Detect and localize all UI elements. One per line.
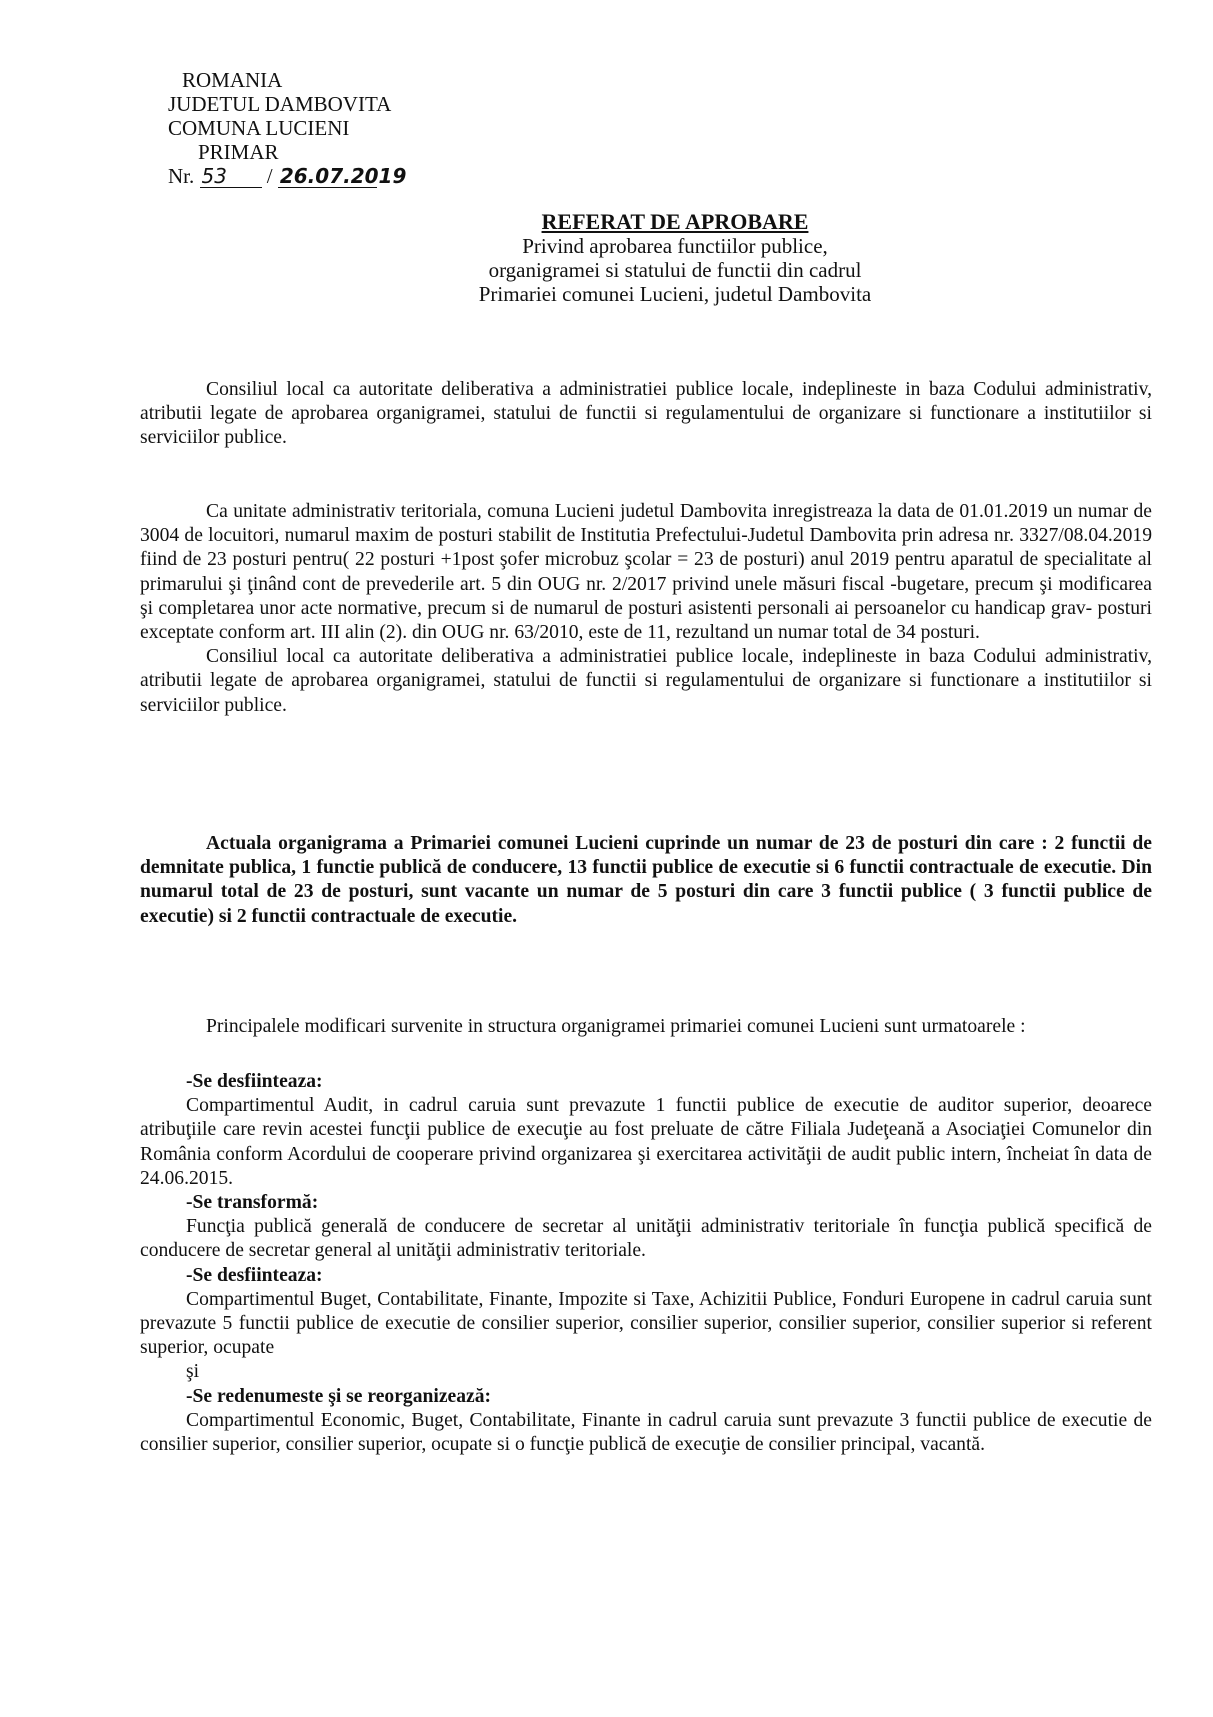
issuer-header [168,68,407,188]
nr-value-handwritten: 53 [200,165,262,188]
subtitle-line-2: organigramei si statului de functii din cadrul [488,258,862,282]
change-heading-4: -Se redenumeste şi se reorganizează: [186,1385,492,1407]
nr-date-handwritten: 26.07.2019 [279,164,407,188]
header-county: JUDETUL DAMBOVITA [168,92,392,116]
change-heading-3: -Se desfiinteaza: [186,1264,323,1286]
nr-separator: / [266,164,273,188]
change-heading-2: -Se transformă: [186,1192,319,1214]
subtitle-line-3: Primariei comunei Lucieni, judetul Dambovita [478,282,872,306]
change-text-3: Compartimentul Buget, Contabilitate, Finante, Impozite si Taxe, Achizitii Publice, Fonduri Europene in cadrul caruia sunt prevazute 5 functii publice de executie de consilier superior, consilier superior, consilier superior, consilier superior si referent superior, ocupate [140,1288,1152,1359]
header-office: PRIMAR [198,140,279,164]
paragraph-current-org-block [140,832,1152,929]
document-title: REFERAT DE APROBARE [541,209,809,234]
paragraph-2-block [140,500,1152,718]
subtitle-line-1: Privind aprobarea functiilor publice, [522,234,828,258]
paragraph-1-block [140,378,1152,451]
change-text-1: Compartimentul Audit, in cadrul caruia sunt prevazute 1 functii publice de executie de auditor superior, deoarece atribuţiile care revin acestei funcţii publice de execuţie au fost preluate de către Filiala Judeţeană a Asociaţiei Comunelor din România conform Acordului de cooperare privind organizarea şi exercitarea activităţii de audit public intern, încheiat în data de 24.06.2015. [140,1095,1152,1189]
document-title-block [400,210,950,306]
change-text-2: Funcţia publică generală de conducere de secretar al unităţii administrativ teritoriale în funcţia publică specifică de conducere de secretar general al unităţii administrativ teritoriale. [140,1216,1152,1262]
paragraph-changes-intro: Principalele modificari survenite in structura organigramei primariei comunei Lucieni sunt urmatoarele : [206,1016,1026,1037]
nr-label: Nr. [168,164,195,188]
paragraph-council-role-repeat: Consiliul local ca autoritate deliberativa a administratiei publice locale, indeplineste in baza Codului administrativ, atributii legate de aprobarea organigramei, statului de functii si regulamentului de organizare si functionare a institutiilor si serviciilor publice. [140,646,1152,716]
change-text-4: Compartimentul Economic, Buget, Contabilitate, Finante in cadrul caruia sunt prevazute 3 functii publice de executie de consilier superior, consilier superior, ocupate si o funcţie publică de execuţie de consilier principal, vacantă. [140,1409,1152,1456]
paragraph-current-organigram: Actuala organigrama a Primariei comunei Lucieni cuprinde un numar de 23 de posturi din care : 2 functii de demnitate publica, 1 functie publică de conducere, 13 functii publice de executie si 6 functii contractuale de executie. Din numarul total de 23 de posturi, sunt vacante un numar de 5 posturi din care 3 functii publice ( 3 functii publice de executie) si 2 functii contractuale de executie. [140,833,1152,927]
paragraph-council-role: Consiliul local ca autoritate deliberativa a administratiei publice locale, indeplineste in baza Codului administrativ, atributii legate de aprobarea organigramei, statului de functii si regulamentului de organizare si functionare a institutiilor si serviciilor publice. [140,379,1152,449]
registration-number [168,164,407,188]
header-country: ROMANIA [182,68,283,92]
changes-list [140,1070,1152,1457]
header-commune: COMUNA LUCIENI [168,116,350,140]
change-connector: şi [186,1361,200,1383]
paragraph-changes-intro-block [140,1012,1152,1042]
change-heading-1: -Se desfiinteaza: [186,1071,323,1092]
paragraph-population-posts: Ca unitate administrativ teritoriala, comuna Lucieni judetul Dambovita inregistreaza la data de 01.01.2019 un numar de 3004 de locuitori, numarul maxim de posturi stabilit de Institutia Prefectului-Judetul Dambovita prin adresa nr. 3327/08.04.2019 fiind de 23 posturi pentru( 22 posturi +1post şofer microbuz şcolar = 23 de posturi) anul 2019 pentru aparatul de specialitate al primarului şi ţinând cont de prevederile art. 5 din OUG nr. 2/2017 privind unele măsuri fiscal -bugetare, precum şi modificarea şi completarea unor acte normative, precum si de numarul de posturi asistenti personali ai persoanelor cu handicap grav- posturi exceptate conform art. III alin (2). din OUG nr. 63/2010, este de 11, rezultand un numar total de 34 posturi. [140,501,1152,644]
